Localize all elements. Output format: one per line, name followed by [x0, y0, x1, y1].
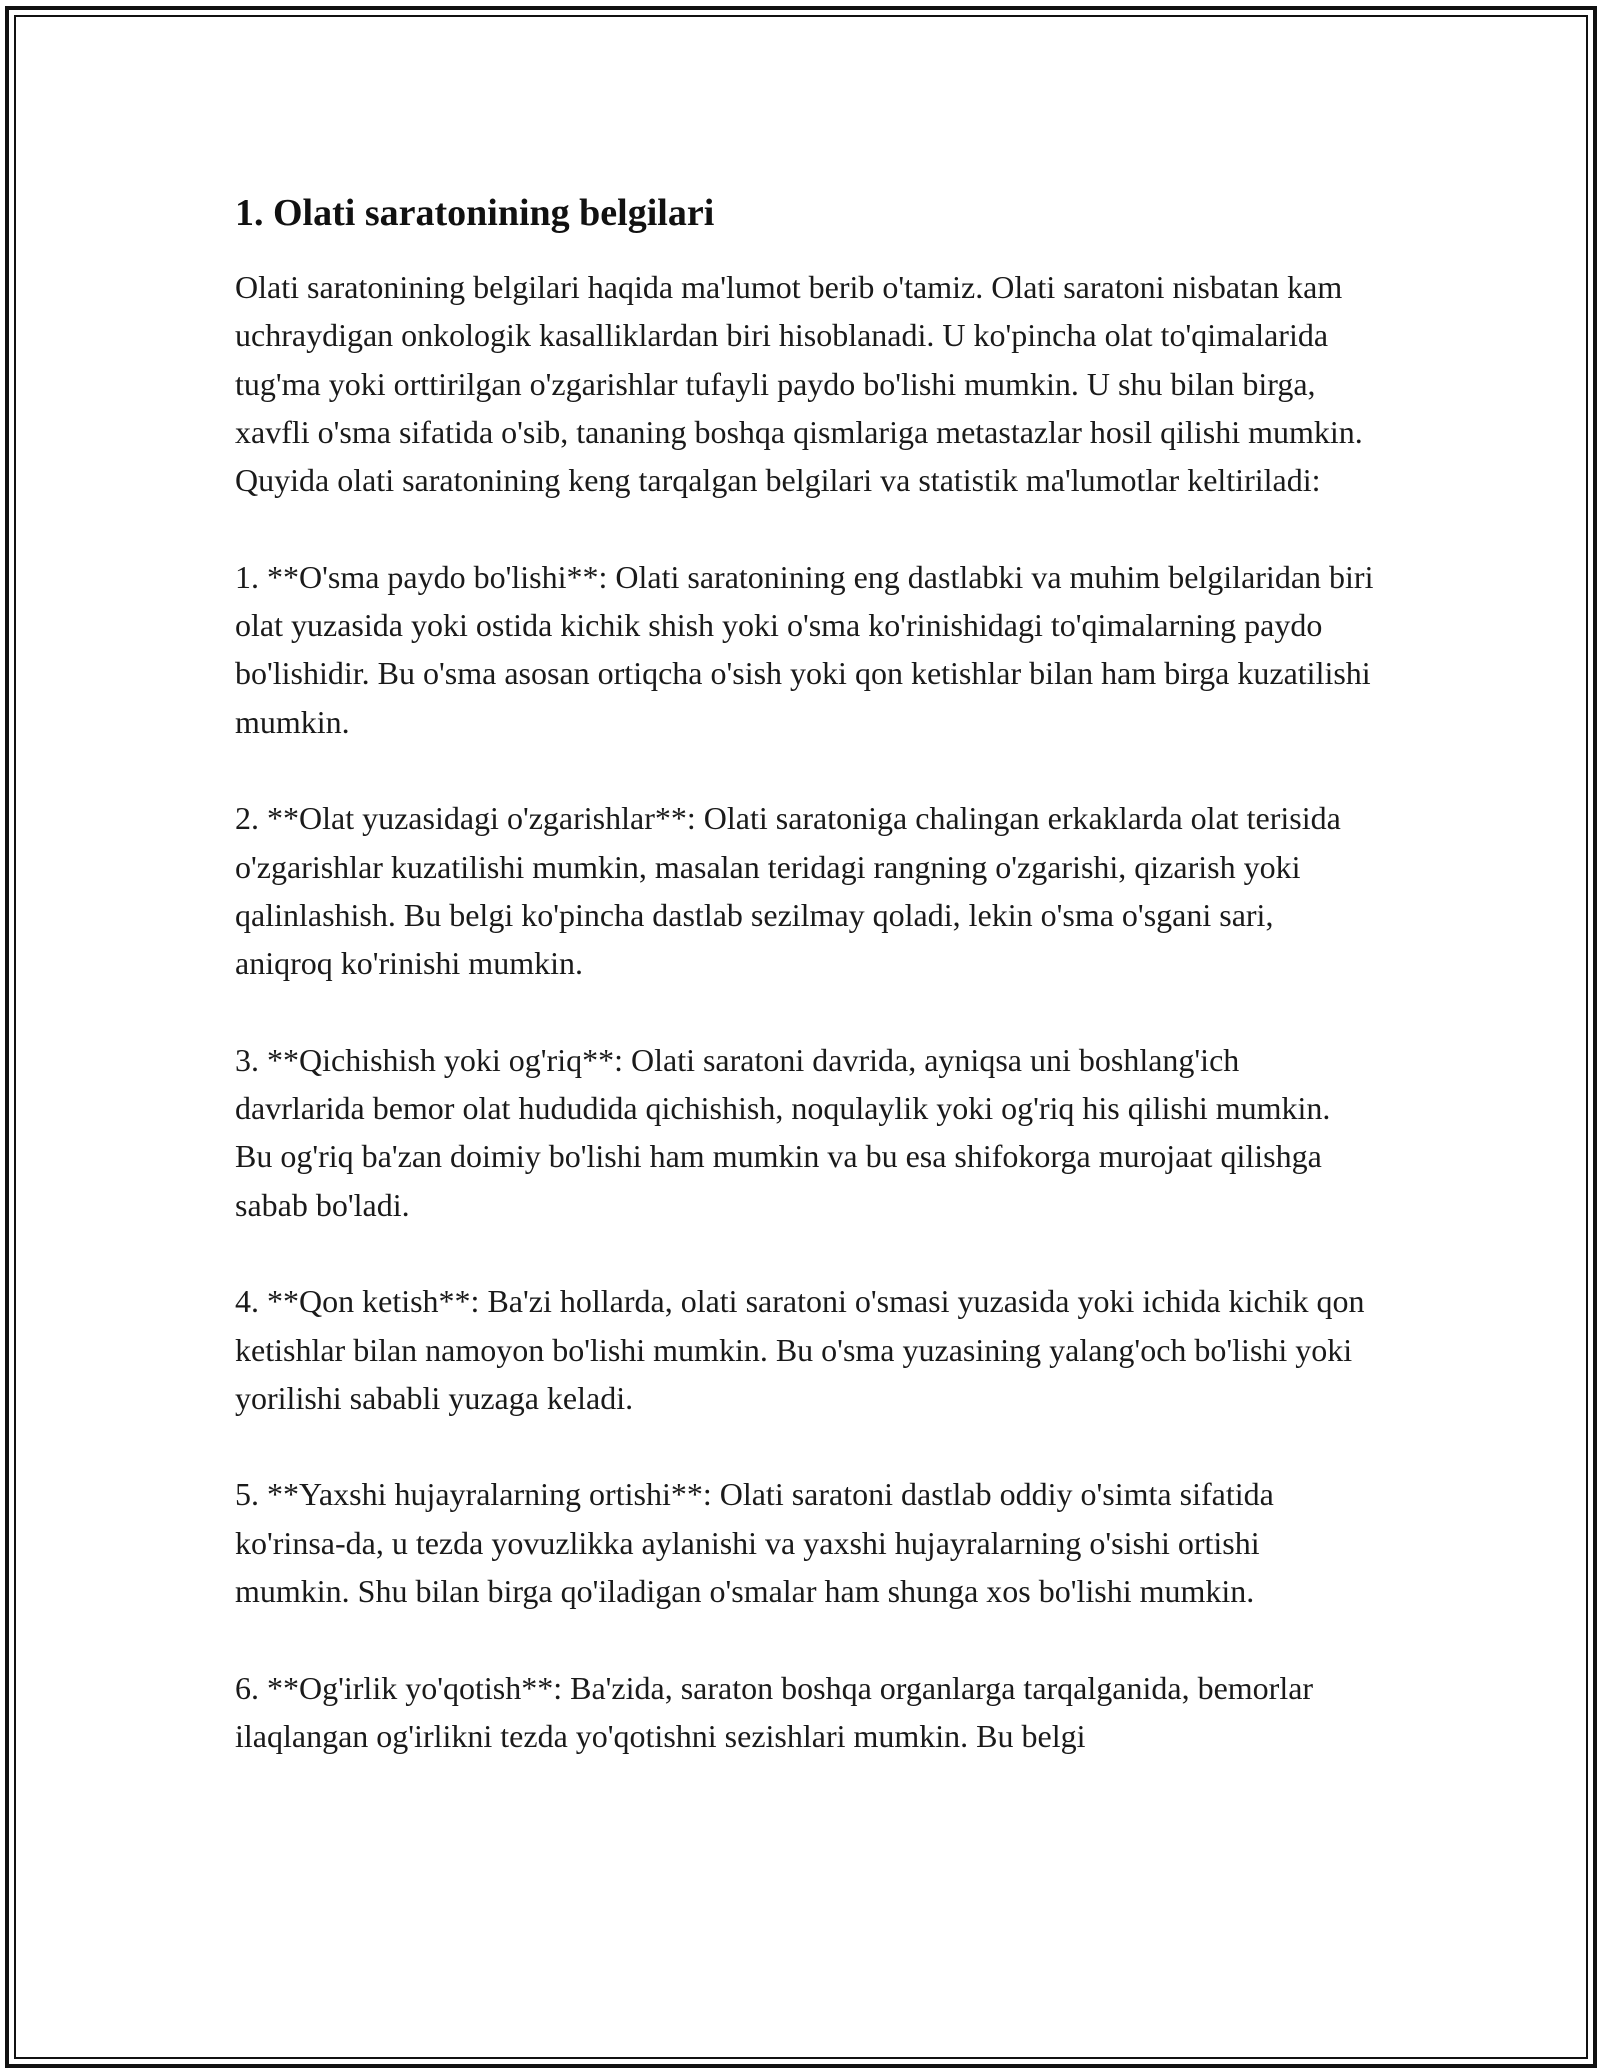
document-title: 1. Olati saratonining belgilari	[235, 192, 715, 234]
list-item: 4. **Qon ketish**: Ba'zi hollarda, olati saratoni o'smasi yuzasida yoki ichida kichik qon ketishlar bilan namoyon bo'lishi mumkin. Bu o'sma yuzasining yalang'och bo'lishi yoki yorilishi sababli yuzaga keladi.	[235, 1283, 1365, 1416]
list-item: 1. **O'sma paydo bo'lishi**: Olati saratonining eng dastlabki va muhim belgilaridan biri olat yuzasida yoki ostida kichik shish yoki o'sma ko'rinishidagi to'qimalarning paydo bo'lishidir. Bu o'sma asosan ortiqcha o'sish yoki qon ketishlar bilan ham birga kuzatilishi mumkin.	[235, 558, 1374, 740]
document-body	[235, 185, 1375, 1809]
list-item: 6. **Og'irlik yo'qotish**: Ba'zida, saraton boshqa organlarga tarqalganida, bemorlar ilaqlangan og'irlikni tezda yo'qotishni sezishlari mumkin. Bu belgi	[235, 1669, 1314, 1754]
list-item: 3. **Qichishish yoki og'riq**: Olati saratoni davrida, ayniqsa uni boshlang'ich davrlarida bemor olat hududida qichishish, noqulaylik yoki og'riq his qilishi mumkin. Bu og'riq ba'zan doimiy bo'lishi ham mumkin va bu esa shifokorga murojaat qilishga sabab bo'ladi.	[235, 1041, 1331, 1223]
list-item: 2. **Olat yuzasidagi o'zgarishlar**: Olati saratoniga chalingan erkaklarda olat terisida o'zgarishlar kuzatilishi mumkin, masalan teridagi rangning o'zgarishi, qizarish yoki qalinlashish. Bu belgi ko'pincha dastlab sezilmay qoladi, lekin o'sma o'sgani sari, aniqroq ko'rinishi mumkin.	[235, 800, 1341, 982]
list-item: 5. **Yaxshi hujayralarning ortishi**: Olati saratoni dastlab oddiy o'simta sifatida ko'rinsa-da, u tezda yovuzlikka aylanishi va yaxshi hujayralarning o'sishi ortishi mumkin. Shu bilan birga qo'iladigan o'smalar ham shunga xos bo'lishi mumkin.	[235, 1476, 1274, 1610]
intro-paragraph: Olati saratonining belgilari haqida ma'lumot berib o'tamiz. Olati saratoni nisbatan kam uchraydigan onkologik kasalliklardan biri hisoblanadi. U ko'pincha olat to'qimalarida tug'ma yoki orttirilgan o'zgarishlar tufayli paydo bo'lishi mumkin. U shu bilan birga, xavfli o'sma sifatida o'sib, tananing boshqa qismlariga metastazlar hosil qilishi mumkin. Quyida olati saratonining keng tarqalgan belgilari va statistik ma'lumotlar keltiriladi:	[235, 269, 1363, 499]
